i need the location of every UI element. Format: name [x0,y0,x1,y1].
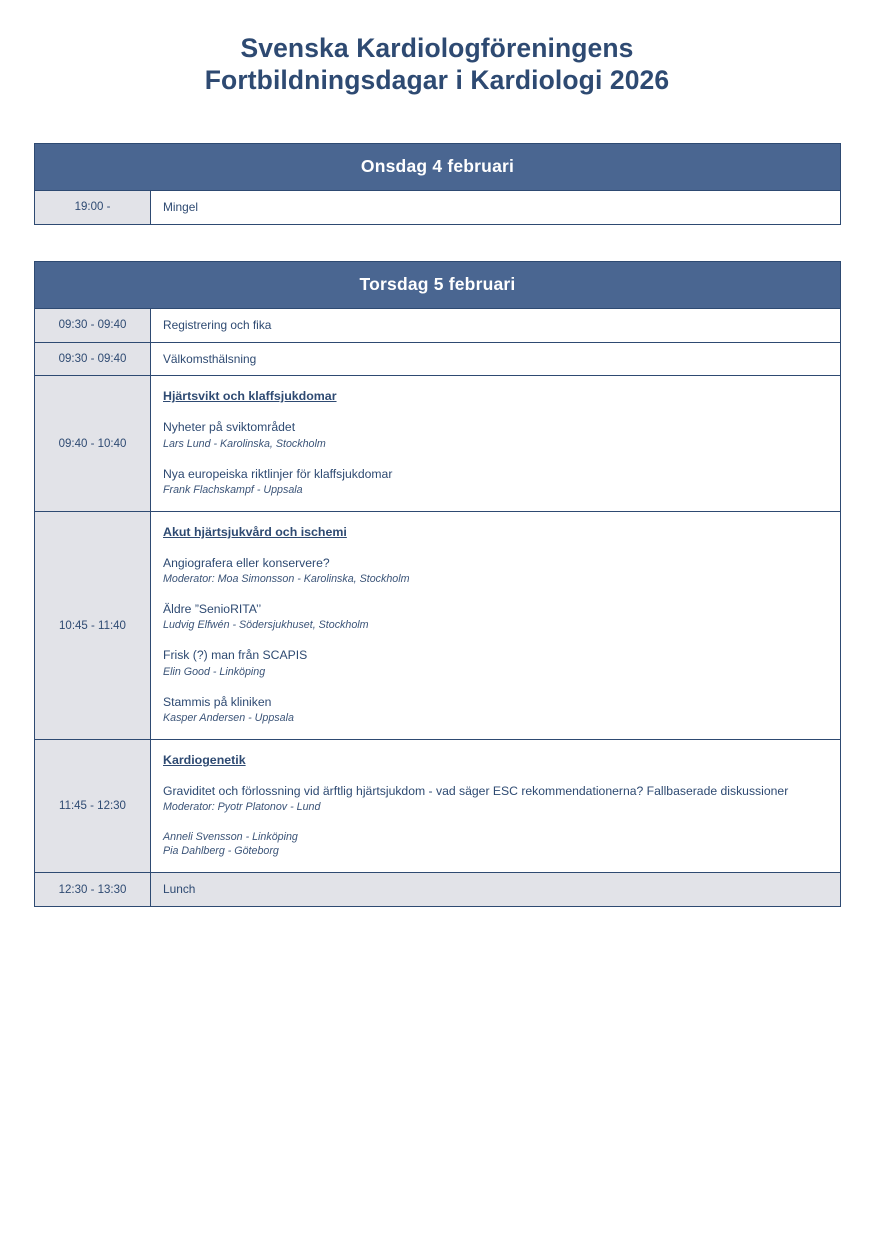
row-content [151,376,841,511]
session-item-title: Äldre ”SenioRITA’’ [163,602,262,617]
table-row [35,740,841,873]
session-heading: Hjärtsvikt och klaffsjukdomar [163,389,337,404]
session-item-speaker: Anneli Svensson - Linköping [163,831,298,844]
session-heading: Akut hjärtsjukvård och ischemi [163,524,347,539]
table-row [35,873,841,907]
row-time: 11:45 - 12:30 [35,740,151,873]
row-time: 09:40 - 10:40 [35,376,151,511]
session-item-title: Frisk (?) man från SCAPIS [163,648,308,663]
row-label: Välkomsthälsning [163,351,257,366]
row-time: 19:00 - [35,190,151,224]
day-header-thursday: Torsdag 5 februari [35,261,841,308]
session-item-title: Nyheter på sviktområdet [163,420,296,435]
row-time: 09:30 - 09:40 [35,342,151,376]
page-title-line-2: Fortbildningsdagar i Kardiologi 2026 [204,65,670,96]
day-header-row [35,143,841,190]
session-item-speaker: Elin Good - Linköping [163,665,266,678]
table-row [35,342,841,376]
session-item [163,419,828,451]
session-item [163,694,828,726]
session-item [163,555,828,587]
table-row [35,511,841,739]
table-row [35,190,841,224]
row-label: Registrering och fika [163,317,272,332]
schedule-table-wednesday [34,143,841,225]
session-item-speaker: Frank Flachskampf - Uppsala [163,484,303,496]
session-item [163,783,828,815]
session-item-title: Stammis på kliniken [163,694,272,709]
page-title [34,26,840,97]
session-heading: Kardiogenetik [163,753,246,768]
session-item [163,831,828,859]
row-content [151,740,841,873]
session-item-speaker: Ludvig Elfwén - Södersjukhuset, Stockholm [163,619,369,632]
session-item-speaker: Pia Dahlberg - Göteborg [163,845,279,858]
session-item [163,647,828,679]
session-item-moderator: Moderator: Moa Simonsson - Karolinska, Stockholm [163,573,410,586]
row-label: Mingel [163,199,199,214]
day-header-wednesday: Onsdag 4 februari [35,143,841,190]
row-content [151,511,841,739]
session-item-speaker: Kasper Andersen - Uppsala [163,712,294,725]
page-title-line-1: Svenska Kardiologföreningens [240,33,634,63]
session-item-title: Angiografera eller konservere? [163,555,330,570]
row-content [151,308,841,342]
day-header-row [35,261,841,308]
day-block-thursday [34,261,840,907]
row-time: 09:30 - 09:40 [35,308,151,342]
session-item [163,466,828,498]
row-label: Lunch [163,882,196,897]
table-row [35,376,841,511]
session-item-title: Nya europeiska riktlinjer för klaffsjukdomar [163,466,393,481]
session-item [163,601,828,633]
row-time: 12:30 - 13:30 [35,873,151,907]
day-block-wednesday [34,143,840,225]
row-content [151,190,841,224]
table-row [35,308,841,342]
session-item-title: Graviditet och förlossning vid ärftlig hjärtsjukdom - vad säger ESC rekommendationerna? Fallbaserade diskussioner [163,783,789,798]
row-time: 10:45 - 11:40 [35,511,151,739]
session-item-moderator: Moderator: Pyotr Platonov - Lund [163,801,321,814]
schedule-table-thursday [34,261,841,907]
session-item-speaker: Lars Lund - Karolinska, Stockholm [163,437,326,450]
row-content [151,342,841,376]
row-content [151,873,841,907]
